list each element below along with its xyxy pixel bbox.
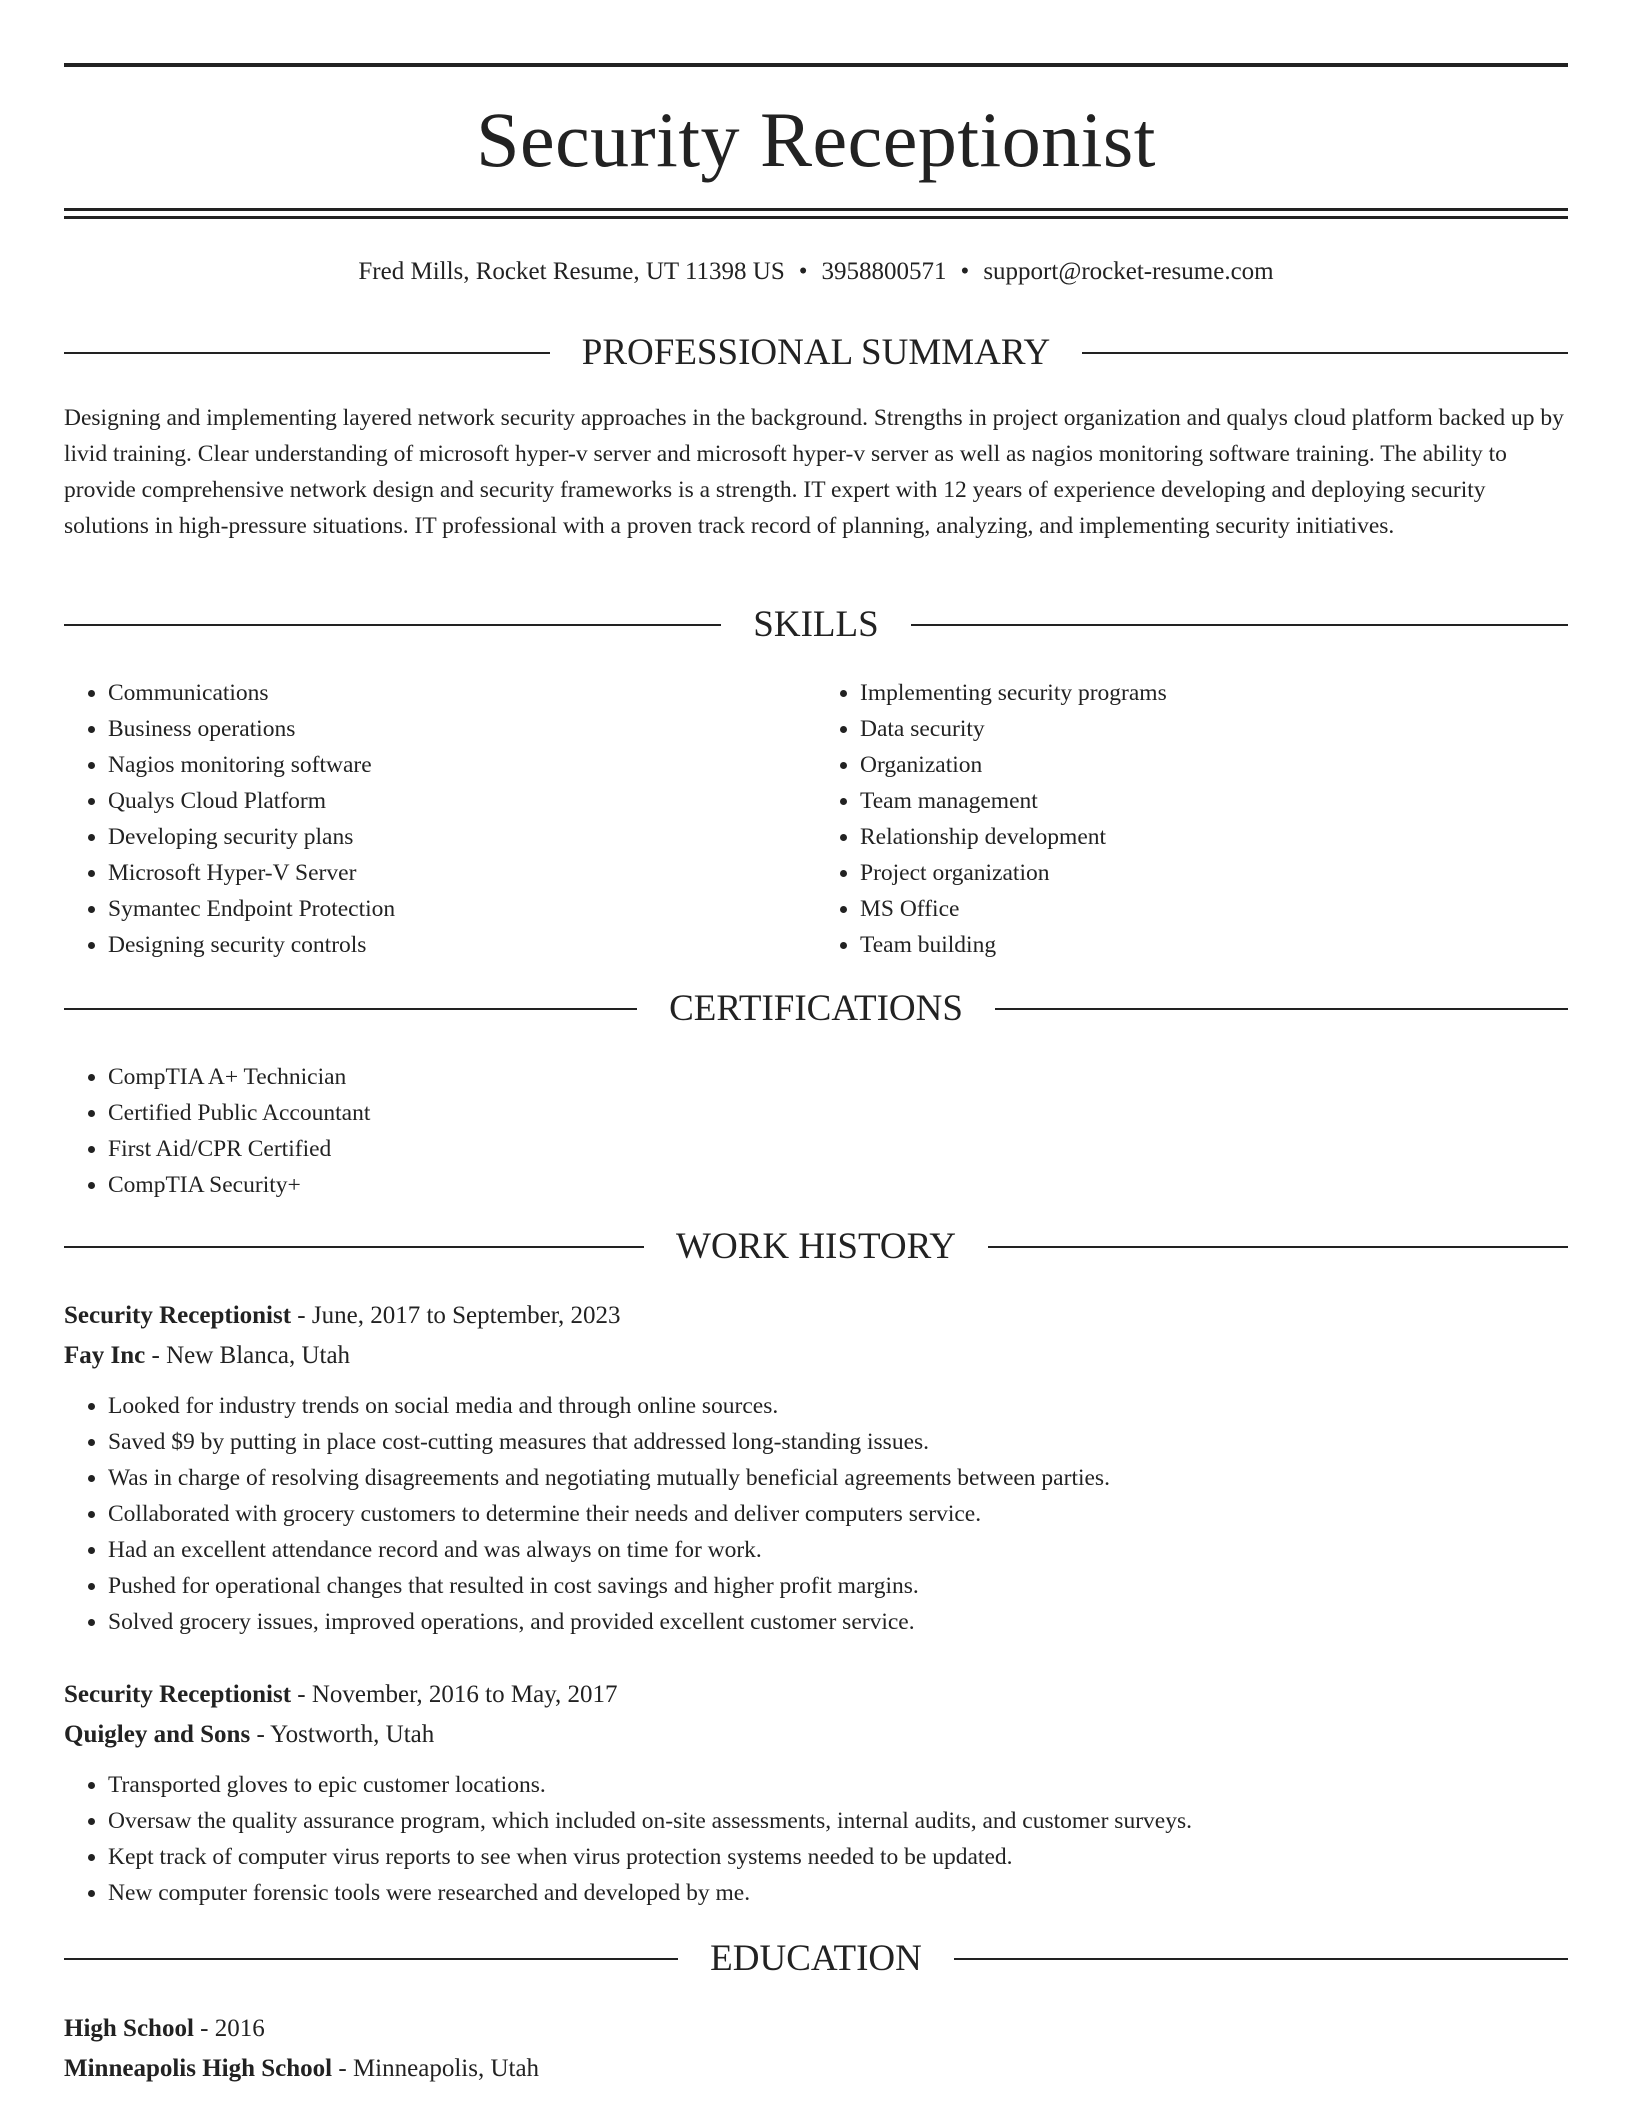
- contact-address: Fred Mills, Rocket Resume, UT 11398 US: [358, 258, 785, 285]
- job-company: Fay Inc: [64, 1342, 146, 1369]
- job-company: Quigley and Sons: [64, 1721, 251, 1748]
- contact-phone: 3958800571: [821, 258, 947, 285]
- job-bullet: • Saved $9 by putting in place cost-cutting measures that addressed long-standing issues.: [108, 1424, 1568, 1460]
- contact-separator: •: [960, 258, 970, 285]
- certifications-heading-text: CERTIFICATIONS: [669, 988, 963, 1029]
- work-history-heading: [64, 1225, 1568, 1269]
- education-school-line: Minneapolis High School - Minneapolis, Utah: [64, 2055, 540, 2082]
- education-entry: [64, 2009, 1568, 2089]
- contact-email: support@rocket-resume.com: [983, 258, 1274, 285]
- education-location: Minneapolis, Utah: [352, 2055, 540, 2082]
- skill-item: • Business operations: [108, 711, 816, 747]
- education-year: 2016: [214, 2015, 265, 2042]
- education-heading: [64, 1937, 1568, 1981]
- job-company-line: Fay Inc - New Blanca, Utah: [64, 1342, 351, 1369]
- job-bullet: • Was in charge of resolving disagreements and negotiating mutually beneficial agreements between parties.: [108, 1460, 1568, 1496]
- heading-rule: [1082, 352, 1568, 354]
- page-title: Security Receptionist: [476, 96, 1156, 183]
- heading-rule: [64, 1008, 637, 1010]
- skill-item: • Designing security controls: [108, 927, 816, 963]
- job-bullet: • Looked for industry trends on social media and through online sources.: [108, 1388, 1568, 1424]
- skills-heading-text: SKILLS: [753, 604, 879, 645]
- certifications-list: [64, 1059, 1568, 1203]
- job-bullet: • Kept track of computer virus reports to see when virus protection systems needed to be updated.: [108, 1839, 1568, 1875]
- heading-rule: [995, 1008, 1568, 1010]
- skill-item: • Developing security plans: [108, 819, 816, 855]
- job-bullet: • Solved grocery issues, improved operations, and provided excellent customer service.: [108, 1604, 1568, 1640]
- skill-item: • Nagios monitoring software: [108, 747, 816, 783]
- certification-item: • CompTIA A+ Technician: [108, 1059, 1568, 1095]
- skill-item: • Implementing security programs: [860, 675, 1568, 711]
- job-entry: [64, 1675, 1568, 1911]
- education-school: Minneapolis High School: [64, 2055, 333, 2082]
- job-bullet: • Pushed for operational changes that resulted in cost savings and higher profit margins.: [108, 1568, 1568, 1604]
- heading-rule: [64, 624, 721, 626]
- job-title-line: Security Receptionist - November, 2016 to May, 2017: [64, 1681, 618, 1708]
- skills-heading: [64, 603, 1568, 647]
- job-title-line: Security Receptionist - June, 2017 to September, 2023: [64, 1302, 621, 1329]
- heading-rule: [64, 1246, 644, 1248]
- certifications-heading: [64, 987, 1568, 1031]
- job-bullet: • Transported gloves to epic customer locations.: [108, 1767, 1568, 1803]
- heading-rule: [64, 352, 550, 354]
- skill-item: • Project organization: [860, 855, 1568, 891]
- job-dates: June, 2017 to September, 2023: [311, 1302, 621, 1329]
- heading-rule: [954, 1958, 1568, 1960]
- job-bullets: [64, 1767, 1568, 1911]
- title-rule-lower: [64, 216, 1568, 219]
- job-bullet: • Had an excellent attendance record and was always on time for work.: [108, 1532, 1568, 1568]
- work-history-heading-text: WORK HISTORY: [676, 1226, 956, 1267]
- skill-item: • Team building: [860, 927, 1568, 963]
- job-title: Security Receptionist: [64, 1681, 292, 1708]
- job-title: Security Receptionist: [64, 1302, 292, 1329]
- heading-rule: [911, 624, 1568, 626]
- skill-item: • Team management: [860, 783, 1568, 819]
- job-location: New Blanca, Utah: [166, 1342, 351, 1369]
- skill-item: • Microsoft Hyper-V Server: [108, 855, 816, 891]
- heading-rule: [64, 1958, 678, 1960]
- summary-text: Designing and implementing layered network security approaches in the background. Strengths in project organization and qualys cloud platform backed up by livid training. Clear understanding of microsoft hyper-v server and microsoft hyper-v server as well as nagios monitoring software training. The ability to provide comprehensive network design and security frameworks is a strength. IT expert with 12 years of experience developing and deploying security solutions in high-pressure situations. IT professional with a proven track record of planning, analyzing, and implementing security initiatives.: [64, 405, 1564, 539]
- skills-list: [64, 675, 1568, 963]
- job-location: Yostworth, Utah: [270, 1721, 435, 1748]
- job-dates: November, 2016 to May, 2017: [311, 1681, 618, 1708]
- skills-column-left: [64, 675, 816, 963]
- job-entry: [64, 1296, 1568, 1640]
- skill-item: • Communications: [108, 675, 816, 711]
- job-bullet: • New computer forensic tools were researched and developed by me.: [108, 1875, 1568, 1911]
- skill-item: • Relationship development: [860, 819, 1568, 855]
- education-heading-text: EDUCATION: [710, 1938, 922, 1979]
- heading-rule: [988, 1246, 1568, 1248]
- skill-item: • MS Office: [860, 891, 1568, 927]
- summary-heading: [64, 331, 1568, 375]
- education-degree: High School: [64, 2015, 194, 2042]
- skill-item: • Organization: [860, 747, 1568, 783]
- summary-heading-text: PROFESSIONAL SUMMARY: [581, 332, 1051, 373]
- contact-line: [64, 255, 1568, 289]
- job-bullets: [64, 1388, 1568, 1640]
- job-bullet: • Collaborated with grocery customers to determine their needs and deliver computers service.: [108, 1496, 1568, 1532]
- skill-item: • Qualys Cloud Platform: [108, 783, 816, 819]
- skill-item: • Data security: [860, 711, 1568, 747]
- certification-item: • Certified Public Accountant: [108, 1095, 1568, 1131]
- education-degree-line: High School - 2016: [64, 2015, 265, 2042]
- skills-column-right: [816, 675, 1568, 963]
- title-rule-upper: [64, 208, 1568, 211]
- certification-item: • First Aid/CPR Certified: [108, 1131, 1568, 1167]
- contact-separator: •: [798, 258, 808, 285]
- skill-item: • Symantec Endpoint Protection: [108, 891, 816, 927]
- job-bullet: • Oversaw the quality assurance program, which included on-site assessments, internal audits, and customer surveys.: [108, 1803, 1568, 1839]
- top-rule: [64, 63, 1568, 67]
- job-company-line: Quigley and Sons - Yostworth, Utah: [64, 1721, 435, 1748]
- certification-item: • CompTIA Security+: [108, 1167, 1568, 1203]
